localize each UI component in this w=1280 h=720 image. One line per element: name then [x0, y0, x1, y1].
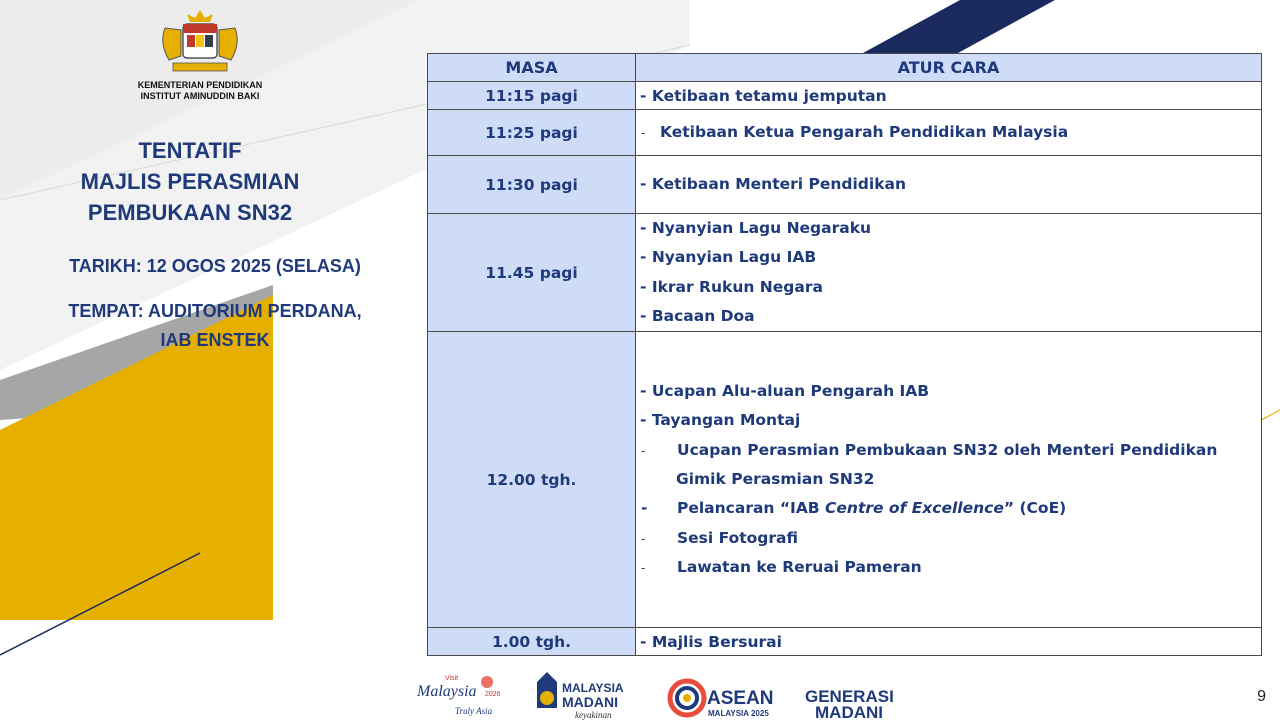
agenda-cell	[636, 110, 1262, 156]
bullet: -	[641, 443, 646, 458]
table-row	[428, 332, 1262, 628]
agenda-item: - Ikrar Rukun Negara	[640, 277, 823, 296]
agenda-text: Lawatan ke Reruai Pameran	[677, 557, 922, 576]
agenda-cell	[636, 214, 1262, 332]
time-cell: 11:25 pagi	[428, 110, 636, 156]
table-row	[428, 156, 1262, 214]
agenda-item: - Ketibaan tetamu jemputan	[640, 86, 887, 105]
visit-malaysia-logo	[416, 675, 501, 716]
malaysia-coat-of-arms-icon	[155, 8, 245, 80]
agenda-text-italic: Centre of Excellence	[825, 499, 1004, 518]
agenda-item	[640, 553, 1261, 582]
title-line-1: TENTATIF	[138, 138, 242, 163]
agenda-item	[640, 524, 1261, 553]
event-date: TARIKH: 12 OGOS 2025 (SELASA)	[69, 256, 361, 276]
mm-malaysia-text: MALAYSIA	[562, 681, 624, 695]
agenda-cell	[636, 332, 1262, 628]
time-cell: 1.00 tgh.	[428, 628, 636, 656]
agenda-item: - Majlis Bersurai	[640, 632, 782, 651]
header-masa: MASA	[428, 54, 636, 82]
venue-line-2: IAB ENSTEK	[160, 330, 270, 350]
venue-line-1: TEMPAT: AUDITORIUM PERDANA,	[68, 301, 362, 321]
generasi-madani-logo	[805, 687, 894, 720]
agenda-item: - Nyanyian Lagu Negaraku	[640, 219, 872, 237]
agenda-item: - Nyanyian Lagu IAB	[640, 248, 817, 267]
vm-truly-text: Truly Asia	[455, 706, 493, 716]
agenda-text: Pelancaran “IAB	[677, 499, 826, 518]
mm-keyakinan-text: keyakinan	[575, 710, 612, 720]
page-number: 9	[1257, 688, 1266, 705]
agenda-cell	[636, 156, 1262, 214]
bullet: -	[641, 499, 648, 518]
vm-visit-text: Visit	[445, 675, 459, 682]
bullet: -	[641, 125, 646, 140]
agenda-text: Ketibaan Ketua Pengarah Pendidikan Malaysia	[660, 122, 1069, 141]
table-row	[428, 110, 1262, 156]
footer-logos	[415, 668, 915, 720]
agenda-item: - Ucapan Alu-aluan Pengarah IAB	[640, 382, 930, 401]
agenda-item: - Tayangan Montaj	[640, 411, 801, 430]
time-cell: 12.00 tgh.	[428, 332, 636, 628]
title-line-3: PEMBUKAAN SN32	[87, 200, 293, 225]
schedule-table	[427, 53, 1262, 656]
time-cell: 11.45 pagi	[428, 214, 636, 332]
agenda-item: - Ketibaan Menteri Pendidikan	[640, 174, 907, 193]
agenda-text: ” (CoE)	[1003, 499, 1067, 518]
title-line-2: MAJLIS PERASMIAN	[80, 169, 300, 194]
agenda-item	[640, 436, 1261, 465]
ministry-line-1: KEMENTERIAN PENDIDIKAN	[137, 80, 263, 90]
ministry-line-2: INSTITUT AMINUDDIN BAKI	[140, 91, 260, 101]
mm-madani-text: MADANI	[562, 694, 618, 710]
table-row	[428, 214, 1262, 332]
asean-malaysia-logo	[670, 681, 774, 718]
ministry-label	[100, 80, 300, 102]
asean-malaysia-text: MALAYSIA 2025	[708, 709, 769, 718]
agenda-item	[640, 118, 1261, 147]
gen-line2-text: MADANI	[815, 703, 883, 720]
page-title	[20, 135, 360, 228]
table-row	[428, 82, 1262, 110]
agenda-cell	[636, 82, 1262, 110]
bullet: -	[641, 531, 646, 546]
agenda-text: Sesi Fotografi	[677, 528, 798, 547]
event-venue	[30, 297, 400, 355]
time-cell: 11:15 pagi	[428, 82, 636, 110]
time-cell: 11:30 pagi	[428, 156, 636, 214]
asean-text: ASEAN	[707, 688, 774, 709]
agenda-text: Ucapan Perasmian Pembukaan SN32 oleh Menteri Pendidikan	[677, 440, 1218, 459]
table-header-row	[428, 54, 1262, 82]
agenda-item: - Bacaan Doa	[640, 306, 755, 325]
vm-malaysia-text: Malaysia	[417, 683, 477, 700]
malaysia-madani-logo	[537, 672, 624, 720]
agenda-item: Gimik Perasmian SN32	[676, 470, 875, 489]
agenda-item	[640, 494, 1261, 523]
vm-year-text: 2026	[485, 691, 501, 698]
agenda-cell	[636, 628, 1262, 656]
bullet: -	[641, 560, 646, 575]
gen-line1-text: GENERASI	[805, 687, 894, 706]
header-atur-cara: ATUR CARA	[636, 54, 1262, 82]
table-row	[428, 628, 1262, 656]
